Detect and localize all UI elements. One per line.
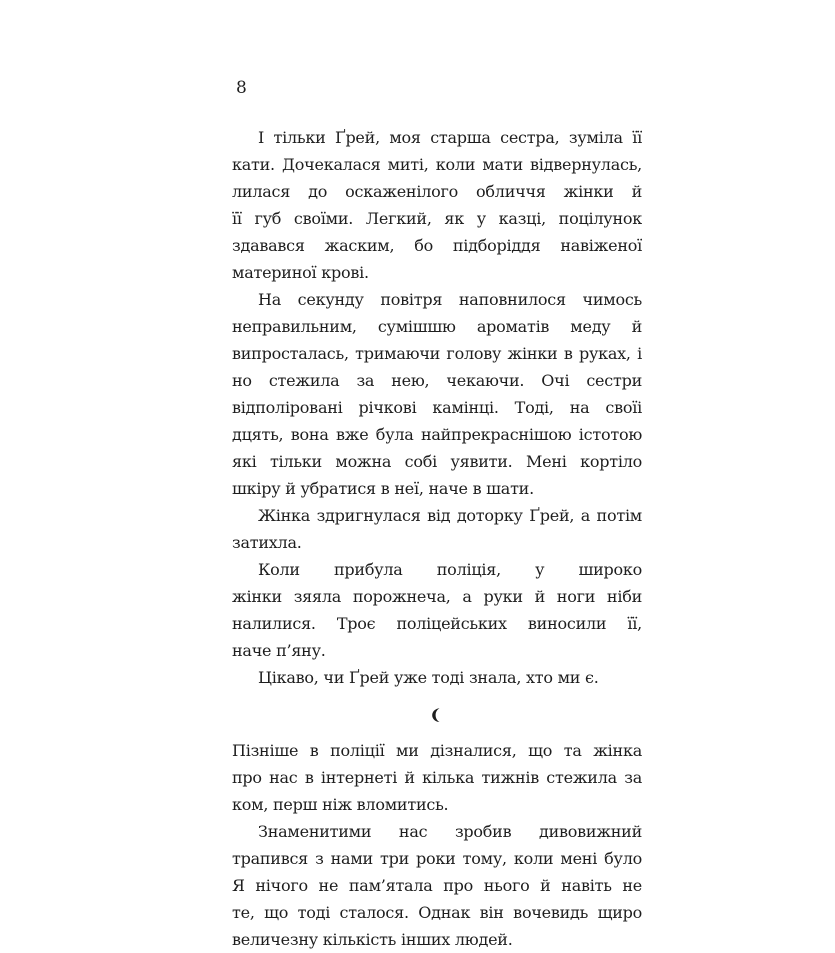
text-line: які тільки можна собі уявити. Мені кортіло	[232, 452, 642, 471]
text-line: но стежила за нею, чекаючи. Очі сестри	[232, 371, 642, 390]
text-line: кати. Дочекалася миті, коли мати відвернулась,	[232, 155, 642, 174]
page-number: 8	[236, 78, 247, 98]
text-line: здавався жаским, бо підборіддя навіженої	[232, 236, 642, 255]
text-line: дцять, вона вже була найпрекраснішою істотою	[232, 425, 642, 444]
section-1	[232, 124, 642, 691]
text-line: Я нічого не пам’ятала про нього й навіть не	[232, 876, 642, 895]
text-line: Жінка здригнулася від доторку Ґрей, а потім	[258, 506, 642, 525]
text-line: відполіровані річкові камінці. Тоді, на своїі	[232, 398, 642, 417]
text-line: лилася до оскаженілого обличчя жінки й	[232, 182, 642, 201]
text-line: ком, перш ніж вломитись.	[232, 795, 449, 814]
text-line: трапився з нами три роки тому, коли мені було	[232, 849, 642, 868]
crescent-moon-icon	[430, 704, 444, 724]
text-line: її губ своїми. Легкий, як у казці, поцілунок	[232, 209, 642, 228]
text-line: шкіру й убратися в неї, наче в шати.	[232, 479, 534, 498]
text-line: величезну кількість інших людей.	[232, 930, 513, 949]
body-text	[232, 124, 642, 953]
text-line: жінки зяяла порожнеча, а руки й ноги ніби	[232, 587, 642, 606]
text-line: Цікаво, чи Ґрей уже тоді знала, хто ми є.	[258, 668, 599, 687]
text-line: неправильним, сумішшю ароматів меду й	[232, 317, 642, 336]
text-line: про нас в інтернеті й кілька тижнів стежила за	[232, 768, 642, 787]
text-line: На секунду повітря наповнилося чимось	[258, 290, 642, 309]
text-line: материної крові.	[232, 263, 369, 282]
section-separator	[232, 691, 642, 737]
text-line: Коли прибула поліція, у широко	[258, 560, 642, 579]
text-line: Знаменитими нас зробив дивовижний	[258, 822, 642, 841]
text-line: Пізніше в поліції ми дізналися, що та жінка	[232, 741, 642, 760]
text-line: те, що тоді сталося. Однак він вочевидь щиро	[232, 903, 642, 922]
text-line: випросталась, тримаючи голову жінки в руках, і	[232, 344, 642, 363]
text-line: затихла.	[232, 533, 302, 552]
text-line: наче п’яну.	[232, 641, 326, 660]
text-line: І тільки Ґрей, моя старша сестра, зуміла її	[258, 128, 642, 147]
text-line: налилися. Троє поліцейських виносили її,	[232, 614, 642, 633]
section-2	[232, 737, 642, 953]
